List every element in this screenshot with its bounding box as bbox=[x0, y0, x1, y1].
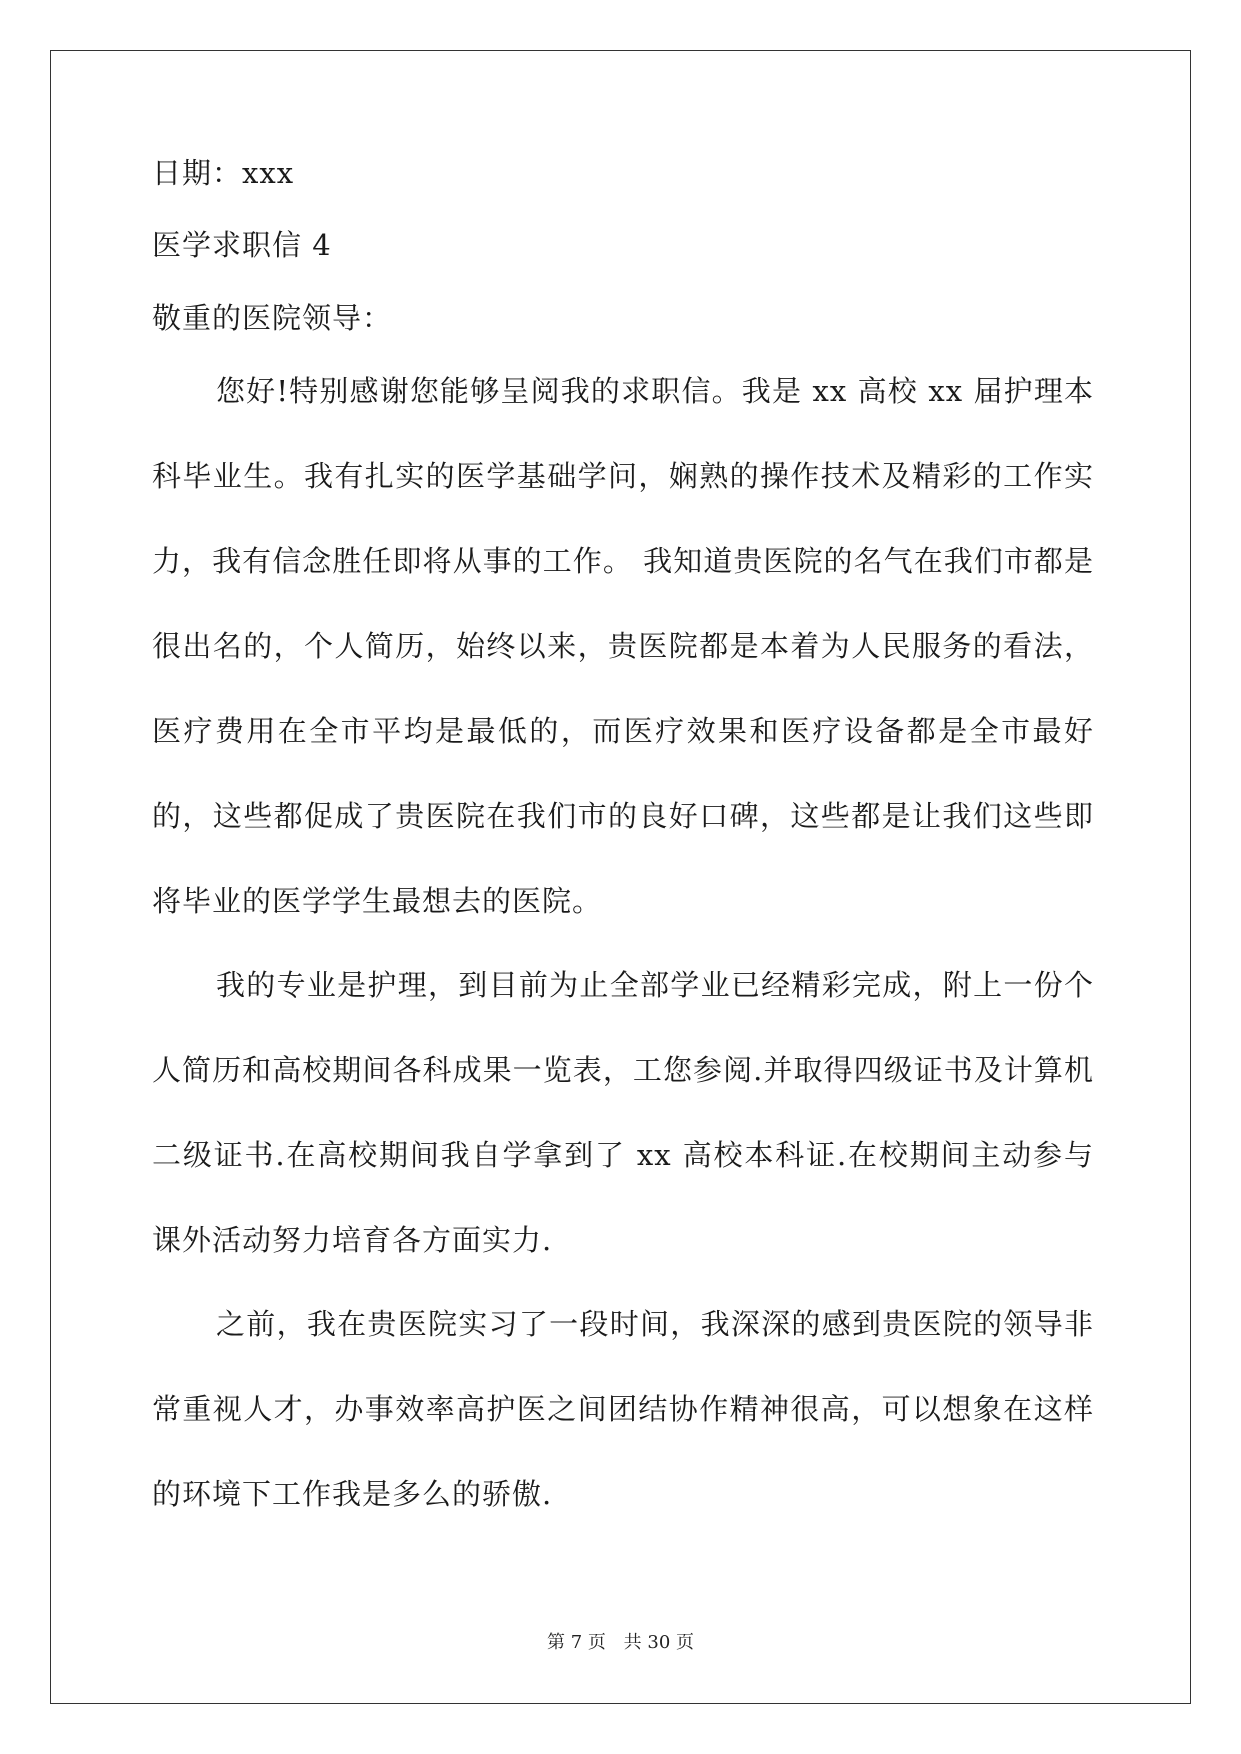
page-total: 共 30 页 bbox=[623, 1632, 694, 1653]
body-paragraph-2: 我的专业是护理，到目前为止全部学业已经精彩完成，附上一份个人简历和高校期间各科成果一览表，工您参阅.并取得四级证书及计算机二级证书.在高校期间我自学拿到了 xx 高校本科证.在校期间主动参与课外活动努力培育各方面实力. bbox=[152, 968, 1094, 1257]
page-number: 第 7 页 bbox=[547, 1632, 606, 1653]
date-line: 日期：xxx bbox=[152, 156, 295, 190]
salutation: 敬重的医院领导： bbox=[152, 301, 393, 335]
page-footer bbox=[0, 1628, 1241, 1654]
body-paragraph-3: 之前，我在贵医院实习了一段时间，我深深的感到贵医院的领导非常重视人才，办事效率高护医之间团结协作精神很高，可以想象在这样的环境下工作我是多么的骄傲. bbox=[152, 1307, 1094, 1511]
letter-title: 医学求职信 4 bbox=[152, 228, 332, 262]
body-paragraph-1: 您好!特别感谢您能够呈阅我的求职信。我是 xx 高校 xx 届护理本科毕业生。我有扎实的医学基础学问，娴熟的操作技术及精彩的工作实力，我有信念胜任即将从事的工作。 我知道贵医院的名气在我们市都是很出名的，个人简历，始终以来，贵医院都是本着为人民服务的看法，医疗费用在全市平均是最低的，而医疗效果和医疗设备都是全市最好的，这些都促成了贵医院在我们市的良好口碑，这些都是让我们这些即将毕业的医学学生最想去的医院。 bbox=[152, 374, 1094, 918]
